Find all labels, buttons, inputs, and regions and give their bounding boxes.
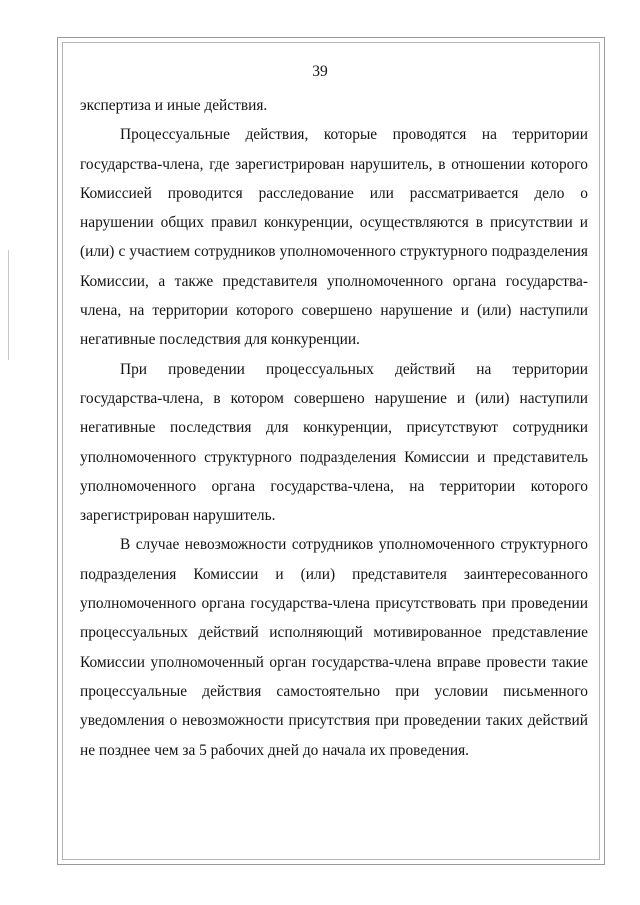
margin-mark <box>8 250 9 360</box>
paragraph-continuation: экспертиза и иные действия. <box>80 97 268 114</box>
document-body <box>80 91 588 765</box>
page-number: 39 <box>312 63 328 80</box>
paragraph: При проведении процессуальных действий на территории государства-члена, в котором совершено нарушение и (или) наступили негативные последствия для конкуренции, присутствуют сотрудники уполномоченного структурного подразделения Комиссии и представитель уполномоченного органа государства-члена, на территории которого зарегистрирован нарушитель. <box>80 360 588 525</box>
paragraph: Процессуальные действия, которые проводятся на территории государства-члена, где зарегистрирован нарушитель, в отношении которого Комиссией проводится расследование или рассматривается дело о нарушении общих правил конкуренции, осуществляются в присутствии и (или) с участием сотрудников уполномоченного структурного подразделения Комиссии, а также представителя уполномоченного органа государства-члена, на территории которого совершено нарушение и (или) наступили негативные последствия для конкуренции. <box>80 126 588 349</box>
paragraph: В случае невозможности сотрудников уполномоченного структурного подразделения Комиссии и (или) представителя заинтересованного уполномоченного органа государства-члена присутствовать при проведении процессуальных действий исполняющий мотивированное представление Комиссии уполномоченный орган государства-члена вправе провести такие процессуальные действия самостоятельно при условии письменного уведомления о невозможности присутствия при проведении таких действий не позднее чем за 5 рабочих дней до начала их проведения. <box>80 536 588 759</box>
